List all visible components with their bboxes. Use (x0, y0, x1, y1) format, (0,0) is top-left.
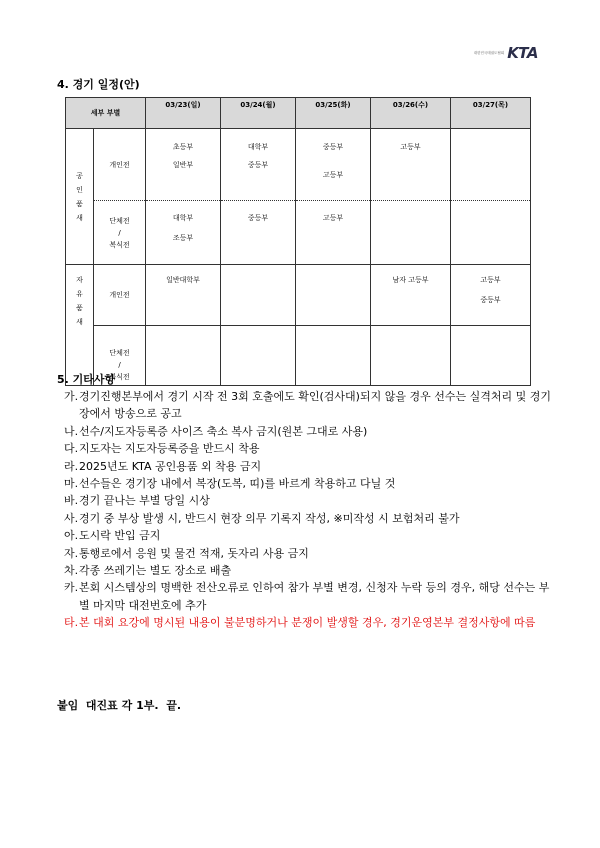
event-individual: 개인전 (94, 129, 146, 201)
note-item: 가. 경기진행본부에서 경기 시작 전 3회 호출에도 확인(검사대)되지 않을 경우 선수는 실격처리 및 경기장에서 방송으로 공고 (64, 390, 551, 421)
note-item: 다. 지도자는 지도자등록증을 반드시 착용 (64, 442, 260, 456)
schedule-cell: 대학부 중등부 (221, 129, 296, 201)
header-date: 03/25(화) (296, 98, 371, 129)
schedule-cell (296, 326, 371, 386)
attachment-footer: 붙임 대진표 각 1부. 끝. (57, 699, 181, 712)
header-date: 03/27(목) (451, 98, 531, 129)
event-team: 단체전 / 복식전 (94, 326, 146, 386)
schedule-header-row (66, 98, 531, 129)
category-free: 자 유 품 새 (66, 265, 94, 386)
event-individual: 개인전 (94, 265, 146, 326)
schedule-cell: 남자 고등부 (371, 265, 451, 326)
schedule-cell: 고등부 중등부 (451, 265, 531, 326)
free-team-row (66, 326, 531, 386)
schedule-cell (371, 201, 451, 265)
schedule-cell: 초등부 일반부 (146, 129, 221, 201)
official-team-row (66, 201, 531, 265)
schedule-cell: 대학부 조등부 (146, 201, 221, 265)
header-date: 03/24(월) (221, 98, 296, 129)
note-item: 라. 2025년도 KTA 공인용품 외 착용 금지 (64, 459, 262, 473)
header-date: 03/26(수) (371, 98, 451, 129)
event-team: 단체전 / 복식전 (94, 201, 146, 265)
header-date: 03/23(일) (146, 98, 221, 129)
schedule-cell (221, 326, 296, 386)
logo-mark: KTA (507, 44, 538, 62)
schedule-cell: 고등부 (371, 129, 451, 201)
schedule-cell (451, 129, 531, 201)
schedule-cell (371, 326, 451, 386)
note-item: 마. 선수들은 경기장 내에서 복장(도복, 띠)를 바르게 착용하고 다닐 것 (64, 477, 396, 491)
official-individual-row (66, 129, 531, 201)
note-item: 사. 경기 중 부상 발생 시, 반드시 현장 의무 기록지 작성, ※미작성 시 보험처리 불가 (64, 511, 460, 525)
schedule-cell: 고등부 (296, 201, 371, 265)
schedule-cell (451, 326, 531, 386)
schedule-table (65, 97, 531, 386)
note-item: 아. 도시락 반입 금지 (64, 529, 161, 543)
schedule-cell (146, 326, 221, 386)
note-item: 카. 본회 시스템상의 명백한 전산오류로 인하여 참가 부별 변경, 신청자 누락 등의 경우, 해당 선수는 부별 마지막 대전번호에 추가 (64, 581, 550, 612)
section-5-title: 5. 기타사항 (57, 373, 116, 386)
header-division: 세부 부별 (66, 98, 146, 129)
section-4-title: 4. 경기 일정(안) (57, 78, 140, 91)
logo-org-name: 대한민국태권도협회 (473, 50, 505, 55)
schedule-cell (296, 265, 371, 326)
schedule-cell (221, 265, 296, 326)
kta-logo (474, 44, 538, 62)
note-item: 나. 선수/지도자등록증 사이즈 축소 복사 금지(원본 그대로 사용) (64, 424, 368, 438)
schedule-cell (451, 201, 531, 265)
schedule-cell: 중등부 고등부 (296, 129, 371, 201)
free-individual-row (66, 265, 531, 326)
category-official: 공 인 품 새 (66, 129, 94, 265)
note-item: 자. 통행로에서 응원 및 물건 적재, 돗자리 사용 금지 (64, 546, 309, 560)
note-item: 바. 경기 끝나는 부별 당일 시상 (64, 494, 210, 508)
notes-list (64, 388, 554, 632)
note-item-highlight: 타. 본 대회 요강에 명시된 내용이 불분명하거나 분쟁이 발생할 경우, 경기운영본부 결정사항에 따름 (64, 616, 536, 630)
schedule-cell: 중등부 (221, 201, 296, 265)
note-item: 차. 각종 쓰레기는 별도 장소로 배출 (64, 564, 232, 578)
schedule-cell: 일반대학부 (146, 265, 221, 326)
